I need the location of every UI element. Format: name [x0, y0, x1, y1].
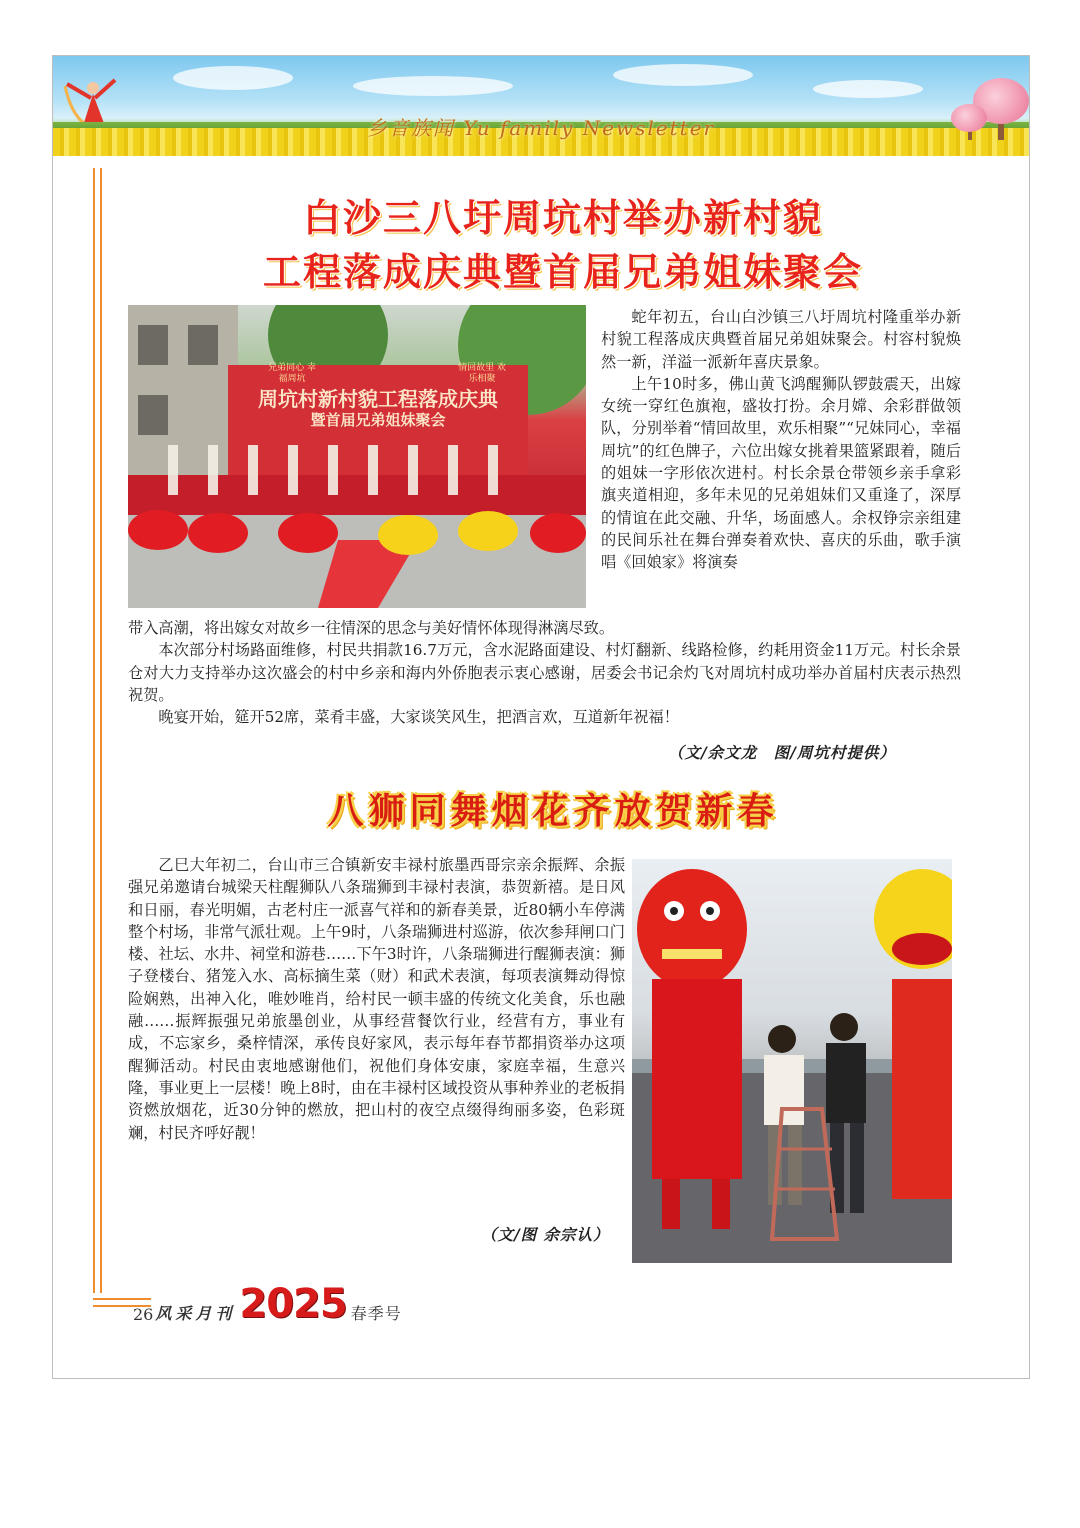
issue-season: 春季号: [350, 1304, 402, 1323]
photo-backdrop-line2: 暨首届兄弟姐妹聚会: [310, 411, 446, 429]
article1-title-line1: 白沙三八圩周坑村举办新村貌: [302, 196, 823, 240]
article2-paragraph: 乙巳大年初二，台山市三合镇新安丰禄村旅墨西哥宗亲余振辉、余振强兄弟邀请台城梁天柱醒狮队八条瑞狮到丰禄村表演，恭贺新禧。是日风和日丽，春光明媚，古老村庄一派喜气祥和的新春美景，近80辆小车停满整个村场，非常气派壮观。上午9时，八条瑞狮进村巡游，依次参拜闸口门楼、社坛、水井、祠堂和游巷……下午3时许，八条瑞狮进行醒狮表演：狮子登楼台、猪笼入水、高标摘生菜（财）和武术表演，每项表演舞动得惊险娴熟，出神入化，唯妙唯肖，给村民一顿丰盛的传统文化美食，乐也融融……振辉振强兄弟旅墨创业，从事经营餐饮行业，经营有方，事业有成，不忘家乡，桑梓情深，承传良好家风，表示每年春节都捐资举办这项醒狮活动。村民由衷地感谢他们，祝他们身体安康，家庭幸福，生意兴隆，事业更上一层楼！晚上8时，由在丰禄村区域投资从事种养业的老板捐资燃放烟花，近30分钟的燃放，把山村的夜空点缀得绚丽多姿，色彩斑斓，村民齐呼好靓！: [128, 856, 625, 1142]
article1-credit: （文/余文龙 图/周坑村提供）: [668, 743, 896, 762]
article1-paragraph-continued: 带入高潮，将出嫁女对故乡一往情深的思念与美好情怀体现得淋漓尽致。: [128, 619, 614, 637]
article2-lion-dance-photo: [632, 859, 952, 1263]
article1-group-photo: [128, 305, 586, 608]
article1-side-column: [601, 306, 961, 574]
issue-year: 2025: [239, 1281, 347, 1327]
article1-paragraph: 上午10时多，佛山黄飞鸿醒狮队锣鼓震天，出嫁女统一穿红色旗袍，盛妆打扮。余月嫦、余彩群做领队，分别举着“情回故里，欢乐相聚”“兄妹同心，幸福周坑”的红色牌子，六位出嫁女挑着果篮紧跟着，随后的姐妹一字形依次进村。村长余景仓带领乡亲手拿彩旗夹道相迎，多年未见的兄弟姐妹们又重逢了，深厚的情谊在此交融、升华，场面感人。余权铮宗亲组建的民间乐社在舞台弹奏着欢快、喜庆的乐曲，歌手演唱《回娘家》将演奏: [601, 374, 961, 572]
article2-column: [128, 854, 625, 1144]
article2-credit: （文/图 余宗认）: [481, 1225, 610, 1244]
page-number: 26: [133, 1305, 154, 1324]
article1-paragraph: 蛇年初五，台山白沙镇三八圩周坑村隆重举办新村貌工程落成庆典暨首届兄弟姐妹聚会。村容村貌焕然一新，洋溢一派新年喜庆景象。: [601, 308, 961, 371]
side-rule: [93, 168, 102, 1293]
article1-paragraph: 本次部分村场路面维修，村民共捐款16.7万元，含水泥路面建设、村灯翻新、线路检修，约耗用资金11万元。村长余景仓对大力支持举办这次盛会的村中乡亲和海内外侨胞表示衷心感谢，居委会书记余灼飞对周坑村成功举办首届村庆表示热烈祝贺。: [128, 641, 961, 704]
header-banner: [53, 56, 1029, 156]
magazine-name: 风采月刊: [155, 1304, 236, 1323]
article1-full-column: [128, 617, 961, 728]
article1-paragraph: 晚宴开始，筵开52席，菜肴丰盛，大家谈笑风生，把酒言欢，互道新年祝福！: [158, 708, 679, 727]
magazine-page: [52, 55, 1030, 1379]
page-footer: [133, 1281, 402, 1327]
banner-title: 乡音族闻 Yu family Newsletter: [366, 116, 716, 140]
article1-title-line2: 工程落成庆典暨首届兄弟姐妹聚会: [262, 250, 863, 294]
article2-title: 八狮同舞烟花齐放贺新春: [327, 791, 779, 832]
photo-backdrop-line1: 周坑村新村貌工程落成庆典: [258, 387, 498, 411]
photo-sign-left: 兄弟同心 幸福周坑: [268, 363, 316, 384]
photo-sign-right: 情回故里 欢乐相聚: [458, 363, 506, 384]
